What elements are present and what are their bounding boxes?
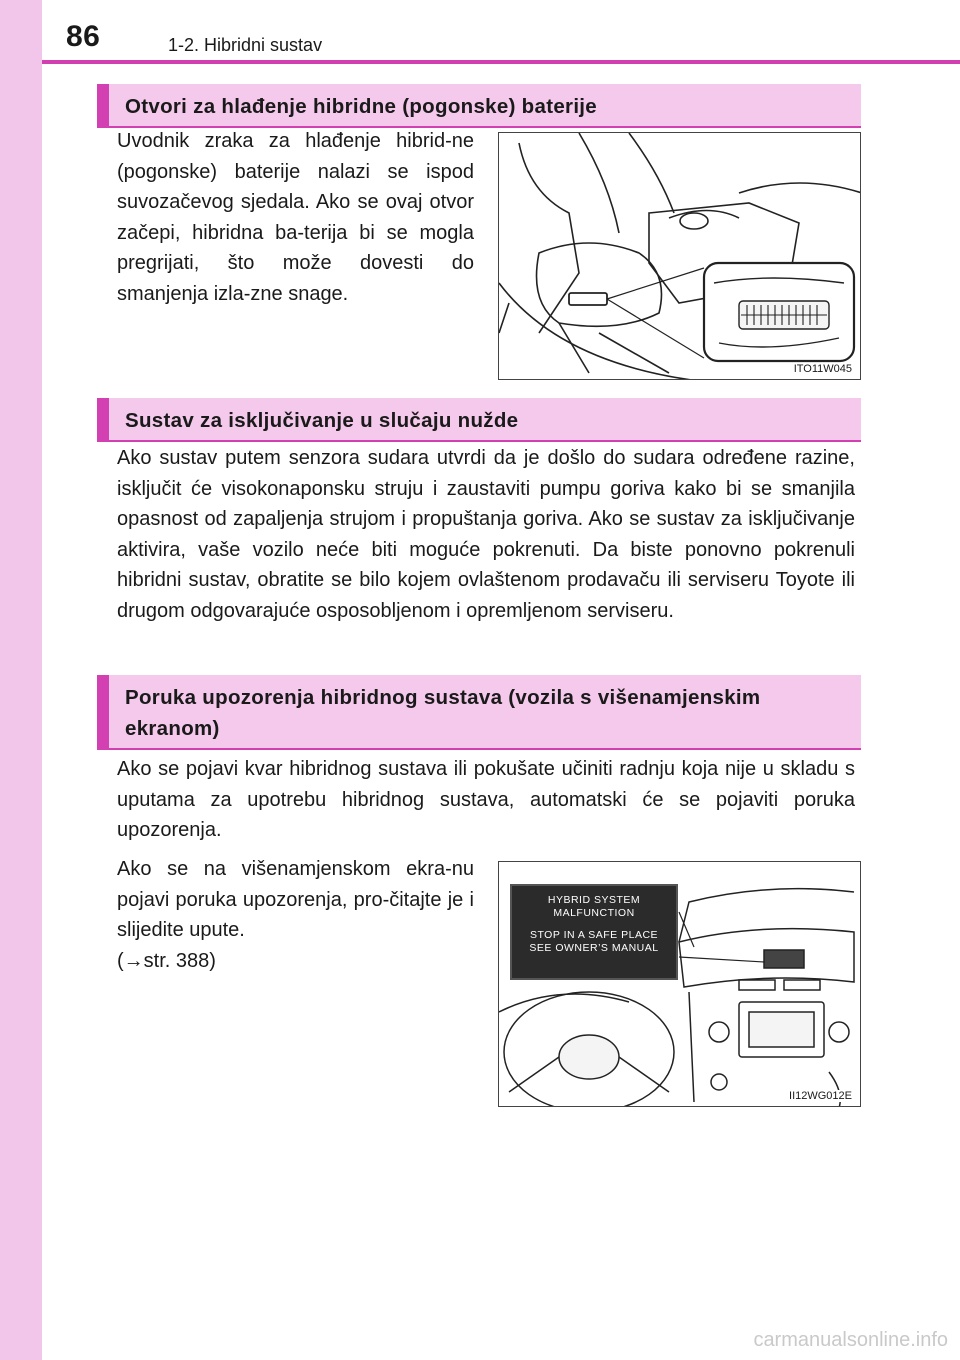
display-line: STOP IN A SAFE PLACE xyxy=(529,929,659,941)
page-reference-link[interactable]: (→str. 388) xyxy=(117,950,216,972)
warning-message-paragraph: Ako se pojavi kvar hibridnog sustava ili pokušate učiniti radnju koja nije u skladu s uputama za upotrebu hibridnog sustava, automatski će se pojaviti poruka upozorenja. xyxy=(117,758,855,841)
page-number: 86 xyxy=(66,20,101,53)
display-line: SEE OWNER’S MANUAL xyxy=(529,942,659,954)
warning-instruction-paragraph: Ako se na višenamjenskom ekra-nu pojavi poruka upozorenja, pro-čitajte je i slijedite upute. xyxy=(117,858,474,941)
section-heading-emergency-shutoff: Sustav za isključivanje u slučaju nužde xyxy=(97,398,861,442)
figure-code-label: ITO11W045 xyxy=(793,363,852,375)
section-heading-warning-message: Poruka upozorenja hibridnog sustava (vozila s višenamjenskim ekranom) xyxy=(97,675,861,750)
side-color-band xyxy=(0,0,42,1360)
seat-air-intake-illustration xyxy=(499,133,861,380)
hybrid-system-warning-display xyxy=(510,884,678,980)
figure-code-label: II12WG012E xyxy=(789,1090,852,1102)
header-rule xyxy=(42,60,960,64)
emergency-shutoff-paragraph: Ako sustav putem senzora sudara utvrdi da je došlo do sudara određene razine, isključit će visokonaponsku struju i zaustaviti pumpu goriva kako bi se smanjila opasnost od zapaljenja strujom i propuštanja goriva. Ako se sustav za isključivanje aktivira, vaše vozilo neće biti moguće pokrenuti. Da biste ponovno pokrenuli hibridni sustav, obratite se bilo kojem ovlaštenom prodavaču ili serviseru Toyote ili drugom odgovarajuće osposobljenom i opremljenom serviseru. xyxy=(117,447,855,622)
battery-cooling-paragraph: Uvodnik zraka za hlađenje hibrid-ne (pogonske) baterije nalazi se ispod suvozačevog sjedala. Ako se ovaj otvor začepi, hibridna ba-terija bi se mogla pregrijati, što može dovesti do smanjenja izla-zne snage. xyxy=(117,130,474,305)
display-line: HYBRID SYSTEM xyxy=(547,894,641,906)
figure-seat-air-intake xyxy=(498,132,861,380)
section-breadcrumb: 1-2. Hibridni sustav xyxy=(168,35,323,55)
display-line: MALFUNCTION xyxy=(553,907,635,919)
section-heading-battery-cooling: Otvori za hlađenje hibridne (pogonske) baterije xyxy=(97,84,861,128)
watermark: carmanualsonline.info xyxy=(753,1329,948,1351)
